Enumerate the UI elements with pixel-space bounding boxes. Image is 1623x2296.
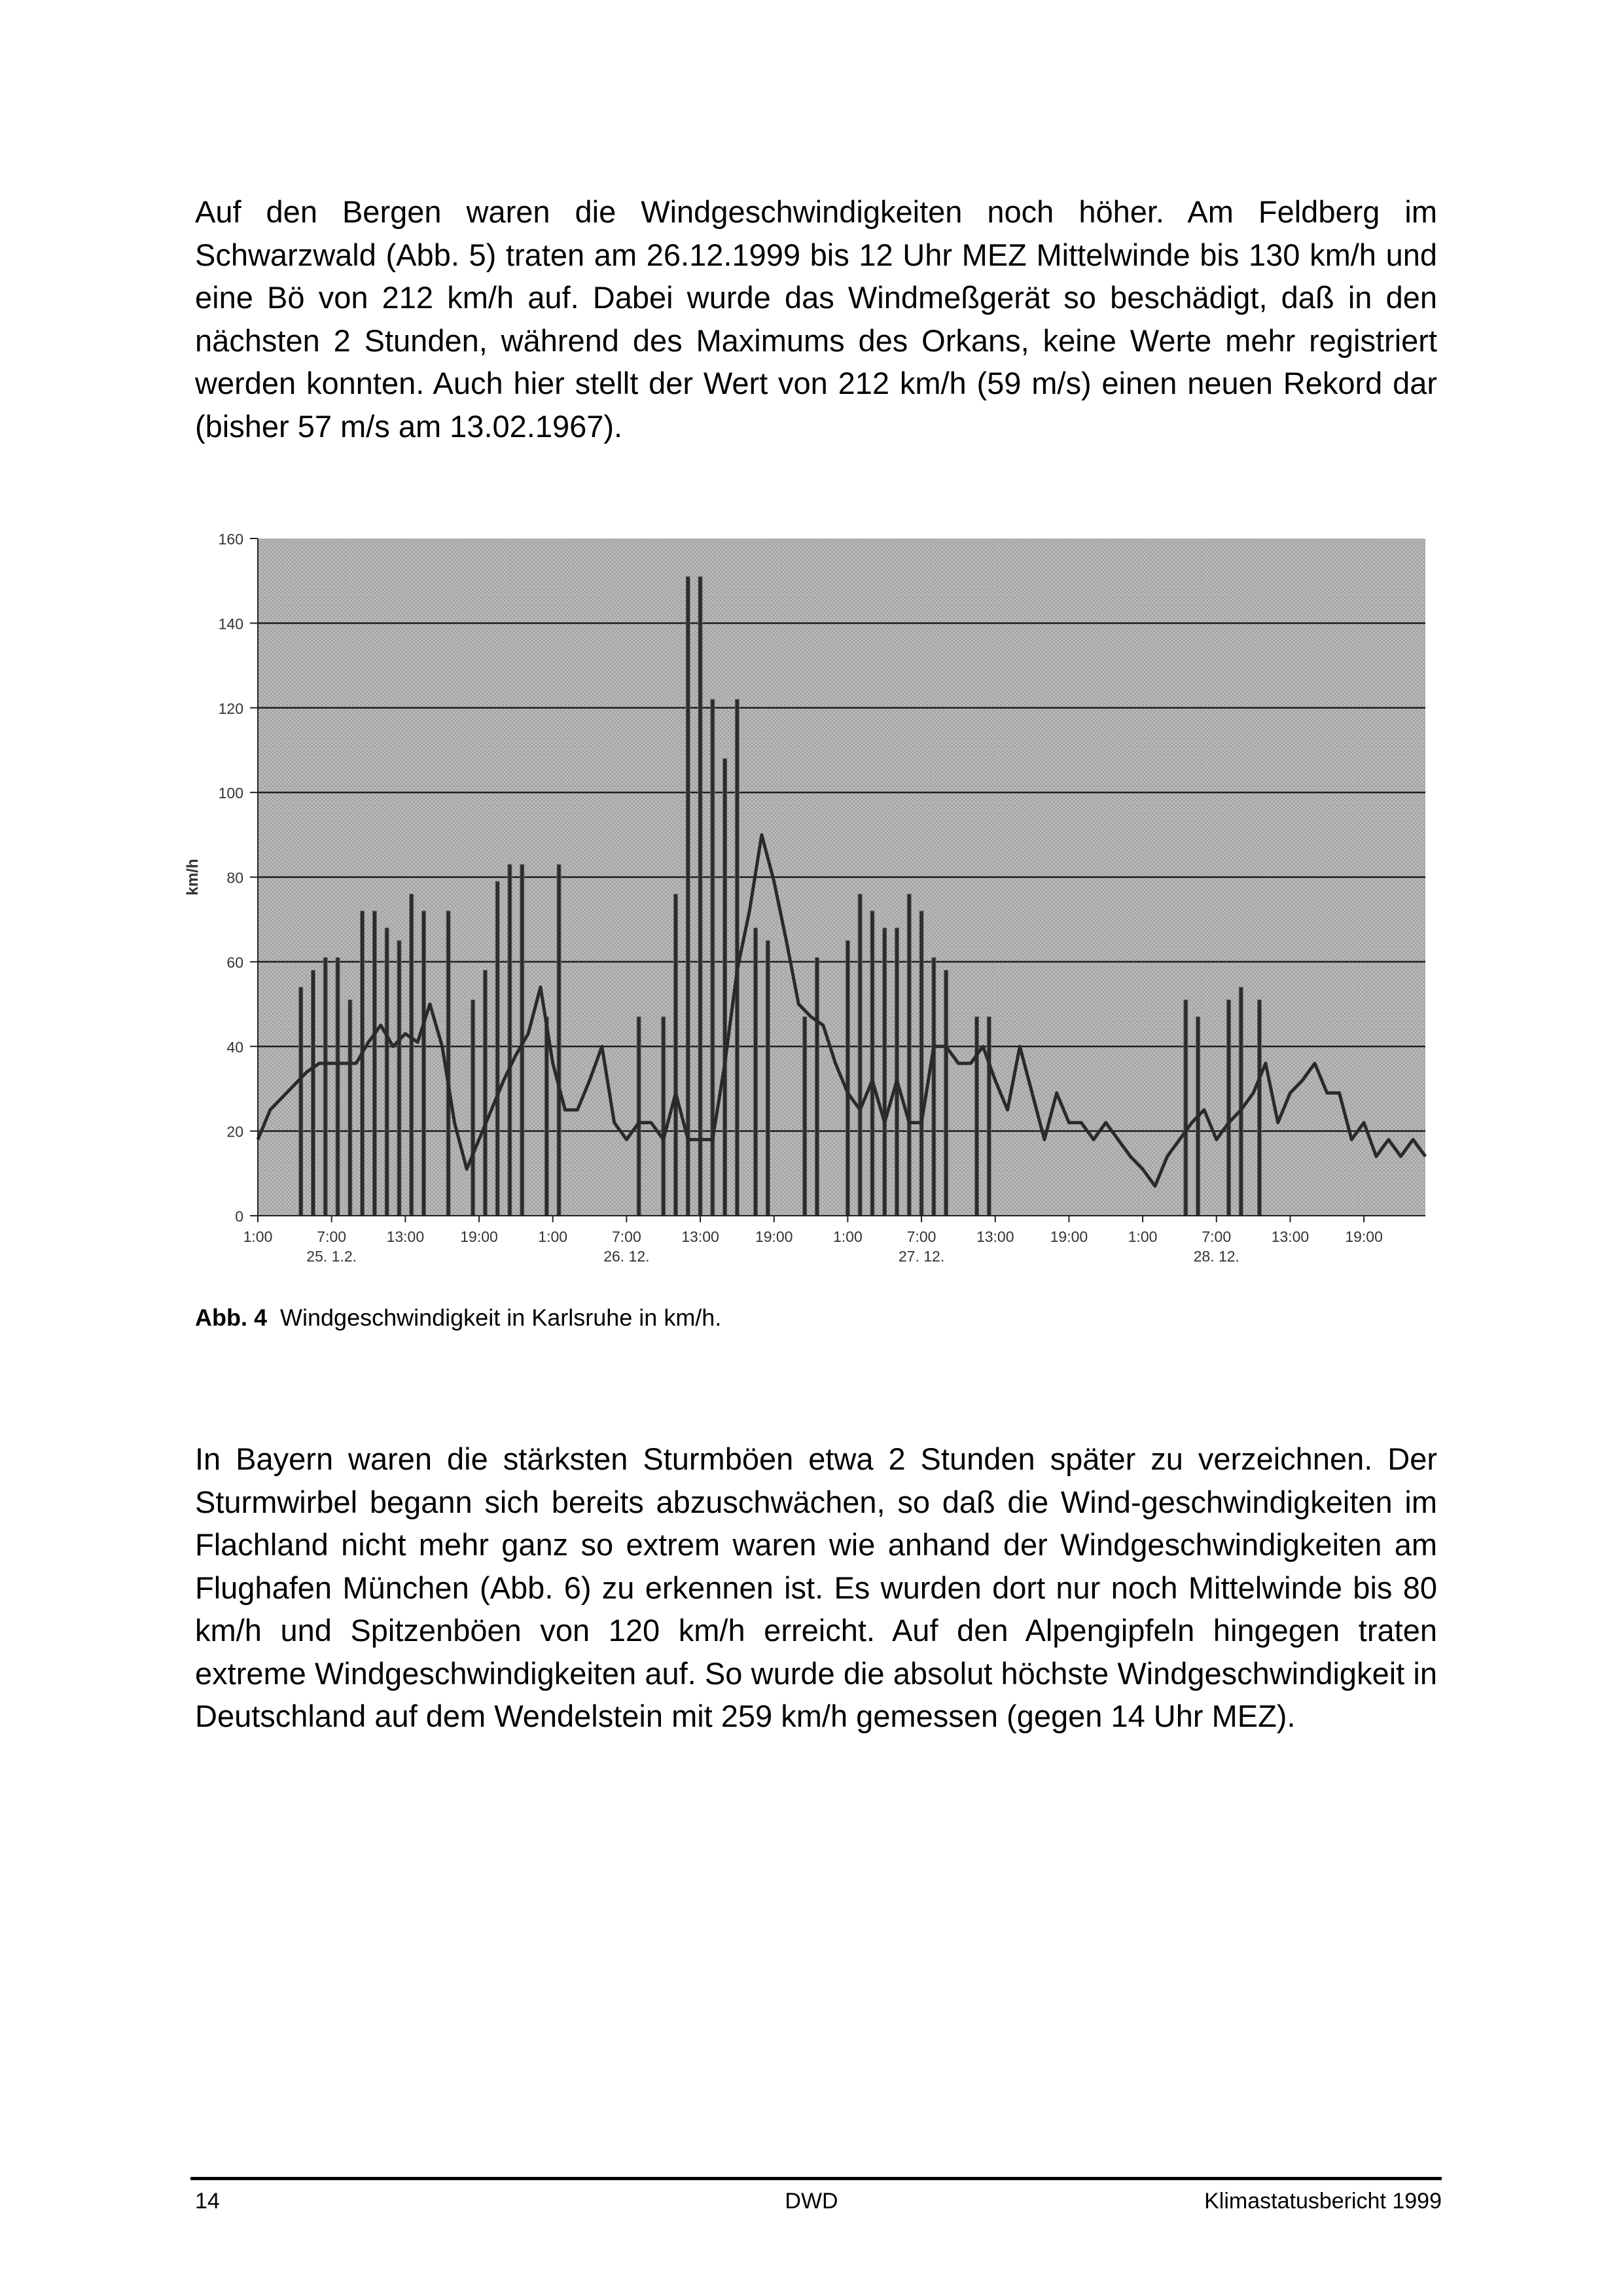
wind-speed-chart bbox=[170, 520, 1453, 1296]
x-tick-label: 7:00 bbox=[611, 1228, 641, 1245]
gust-bar bbox=[1184, 1000, 1188, 1216]
gust-bar bbox=[754, 928, 758, 1216]
gust-bar bbox=[803, 1017, 807, 1216]
gust-bar bbox=[483, 970, 487, 1216]
y-tick-label: 140 bbox=[218, 615, 243, 633]
gust-bar bbox=[907, 894, 911, 1216]
gust-bar bbox=[932, 957, 936, 1216]
gust-bar bbox=[1227, 1000, 1231, 1216]
gust-bar bbox=[323, 957, 327, 1216]
footer-rule bbox=[190, 2177, 1442, 2180]
gust-bar bbox=[975, 1017, 979, 1216]
x-tick-label: 19:00 bbox=[460, 1228, 498, 1245]
gust-bar bbox=[471, 1000, 475, 1216]
gust-bar bbox=[385, 928, 389, 1216]
gust-bar bbox=[557, 864, 561, 1216]
x-tick-label: 19:00 bbox=[1050, 1228, 1088, 1245]
x-date-label: 25. 1.2. bbox=[306, 1248, 357, 1265]
x-tick-label: 1:00 bbox=[243, 1228, 273, 1245]
x-tick-label: 1:00 bbox=[538, 1228, 568, 1245]
x-date-label: 28. 12. bbox=[1193, 1248, 1240, 1265]
x-date-label: 27. 12. bbox=[898, 1248, 945, 1265]
gust-bar bbox=[919, 911, 923, 1216]
gust-bar bbox=[422, 911, 426, 1216]
gust-bar bbox=[1257, 1000, 1261, 1216]
gust-bar bbox=[312, 970, 315, 1216]
gust-bar bbox=[870, 911, 874, 1216]
body-paragraph-2: In Bayern waren die stärksten Sturmböen etwa 2 Stunden später zu verzeichnen. Der Sturmwirbel begann sich bereits abzuschwächen, so daß die Wind-geschwindigkeiten im Flachland nicht mehr ganz so extrem waren wie anhand der Windgeschwindigkeiten am Flughafen München (Abb. 6) zu erkennen ist. Es wurden dort nur noch Mittelwinde bis 80 km/h und Spitzenböen von 120 km/h erreicht. Auf den Alpengipfeln hingegen traten extreme Windgeschwindigkeiten auf. So wurde die absolut höchste Windgeschwindigkeit in Deutschland auf dem Wendelstein mit 259 km/h gemessen (gegen 14 Uhr MEZ). bbox=[195, 1441, 1437, 1733]
gust-bar bbox=[361, 911, 365, 1216]
y-tick-label: 0 bbox=[235, 1208, 243, 1225]
y-tick-label: 80 bbox=[226, 869, 243, 887]
gust-bar bbox=[1239, 987, 1243, 1216]
x-tick-label: 7:00 bbox=[906, 1228, 936, 1245]
gust-bar bbox=[508, 864, 512, 1216]
x-tick-label: 1:00 bbox=[1128, 1228, 1158, 1245]
x-tick-label: 7:00 bbox=[317, 1228, 347, 1245]
gust-bar bbox=[299, 987, 303, 1216]
gust-bar bbox=[895, 928, 899, 1216]
gust-bar bbox=[815, 957, 819, 1216]
y-tick-label: 160 bbox=[218, 531, 243, 548]
gust-bar bbox=[723, 758, 727, 1216]
gust-bar bbox=[336, 957, 340, 1216]
y-axis-label: km/h bbox=[184, 858, 202, 896]
gust-bar bbox=[637, 1017, 641, 1216]
y-tick-label: 60 bbox=[226, 953, 243, 971]
y-tick-label: 20 bbox=[226, 1123, 243, 1140]
gust-bar bbox=[544, 1017, 548, 1216]
y-tick-label: 100 bbox=[218, 785, 243, 802]
y-tick-label: 40 bbox=[226, 1038, 243, 1056]
x-date-label: 26. 12. bbox=[603, 1248, 650, 1265]
gust-bar bbox=[495, 881, 499, 1216]
x-tick-label: 13:00 bbox=[976, 1228, 1014, 1245]
gust-bar bbox=[446, 911, 450, 1216]
gust-bar bbox=[372, 911, 376, 1216]
y-tick-label: 120 bbox=[218, 699, 243, 717]
gust-bar bbox=[846, 941, 849, 1216]
gust-bar bbox=[673, 894, 677, 1216]
gust-bar bbox=[686, 576, 690, 1216]
gust-bar bbox=[883, 928, 887, 1216]
footer-report-title: Klimastatusbericht 1999 bbox=[1204, 2189, 1442, 2214]
gust-bar bbox=[698, 576, 702, 1216]
caption-text: Windgeschwindigkeit in Karlsruhe in km/h. bbox=[280, 1304, 722, 1331]
gust-bar bbox=[987, 1017, 991, 1216]
x-tick-label: 13:00 bbox=[681, 1228, 719, 1245]
gust-bar bbox=[766, 941, 770, 1216]
body-paragraph-1: Auf den Bergen waren die Windgeschwindigkeiten noch höher. Am Feldberg im Schwarzwald (Abb. 5) traten am 26.12.1999 bis 12 Uhr MEZ Mittelwinde bis 130 km/h und eine Bö von 212 km/h auf. Dabei wurde das Windmeßgerät so beschädigt, daß in den nächsten 2 Stunden, während des Maximums des Orkans, keine Werte mehr registriert werden konnten. Auch hier stellt der Wert von 212 km/h (59 m/s) einen neuen Rekord dar (bisher 57 m/s am 13.02.1967). bbox=[195, 194, 1437, 444]
gust-bar bbox=[858, 894, 862, 1216]
figure-caption bbox=[195, 1303, 721, 1332]
x-tick-label: 13:00 bbox=[386, 1228, 425, 1245]
x-tick-label: 19:00 bbox=[1345, 1228, 1383, 1245]
footer-publisher: DWD bbox=[785, 2189, 838, 2214]
gust-bar bbox=[410, 894, 414, 1216]
x-tick-label: 7:00 bbox=[1202, 1228, 1232, 1245]
x-tick-label: 13:00 bbox=[1271, 1228, 1310, 1245]
x-tick-label: 1:00 bbox=[833, 1228, 863, 1245]
chart-canvas bbox=[170, 520, 1453, 1296]
gust-bar bbox=[397, 941, 401, 1216]
caption-label: Abb. 4 bbox=[195, 1304, 268, 1331]
page-number: 14 bbox=[195, 2189, 220, 2214]
gust-bar bbox=[348, 1000, 352, 1216]
gust-bar bbox=[662, 1017, 666, 1216]
x-tick-label: 19:00 bbox=[755, 1228, 793, 1245]
gust-bar bbox=[944, 970, 948, 1216]
